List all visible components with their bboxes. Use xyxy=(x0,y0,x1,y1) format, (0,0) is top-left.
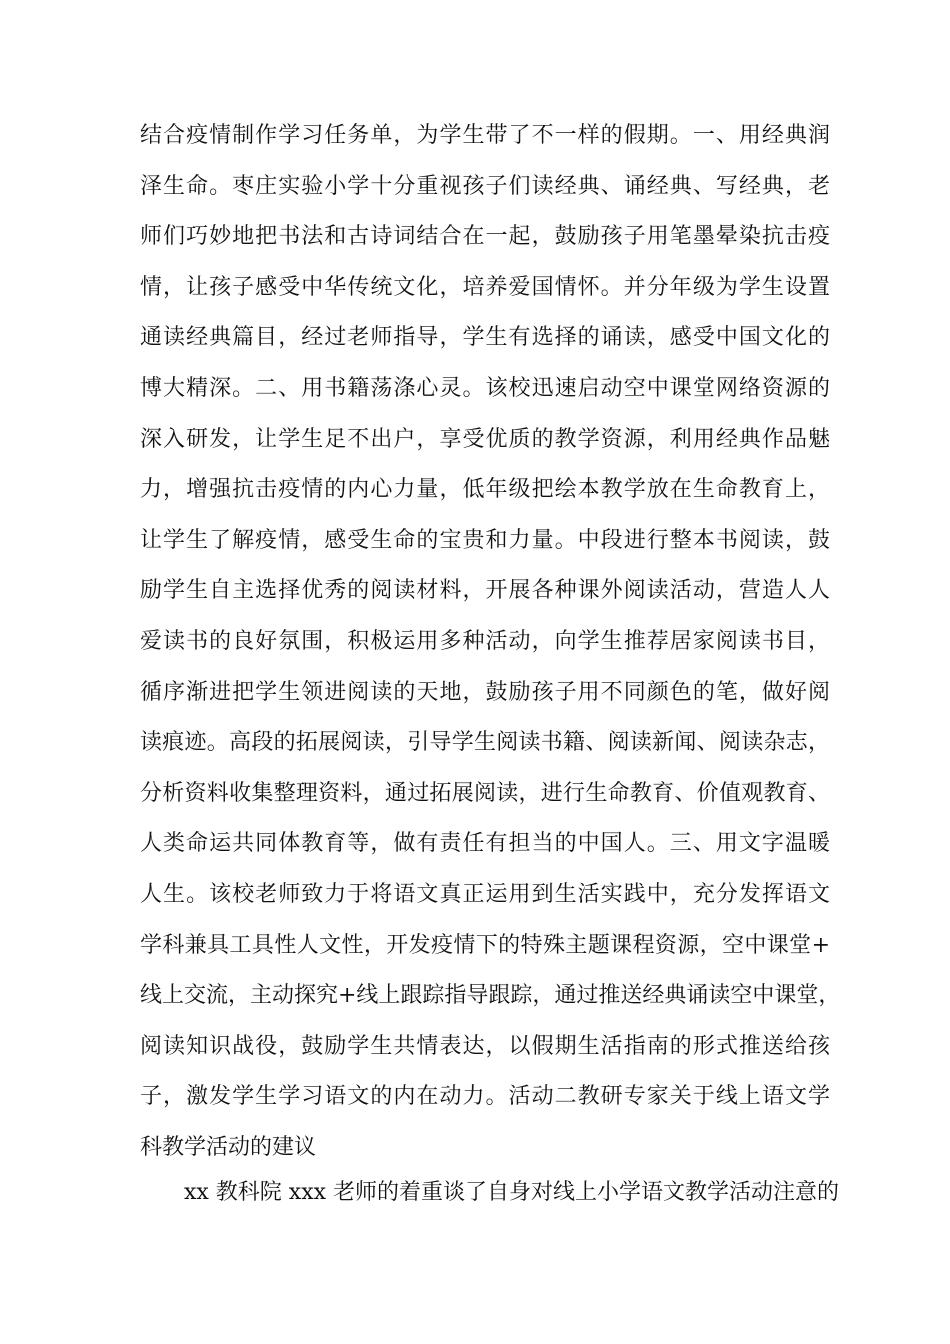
text-line: 通读经典篇目，经过老师指导，学生有选择的诵读，感受中国文化的 xyxy=(140,325,830,351)
text-line: 阅读知识战役，鼓励学生共情表达，以假期生活指南的形式推送给孩 xyxy=(140,1033,830,1059)
text-line: 深入研发，让学生足不出户，享受优质的教学资源，利用经典作品魅 xyxy=(140,426,830,452)
text-line: 线上交流，主动探究+线上跟踪指导跟踪，通过推送经典诵读空中课堂， xyxy=(140,983,841,1009)
text-line: xx 教科院 xxx 老师的着重谈了自身对线上小学语文教学活动注意的 xyxy=(184,1180,840,1205)
text-line: 结合疫情制作学习任务单，为学生带了不一样的假期。一、用经典润 xyxy=(140,123,830,148)
text-line: 情，让孩子感受中华传统文化，培养爱国情怀。并分年级为学生设置 xyxy=(140,274,830,300)
text-line: 励学生自主选择优秀的阅读材料，开展各种课外阅读活动，营造人人 xyxy=(140,578,830,604)
body-paragraph xyxy=(140,111,841,1173)
text-line: 师们巧妙地把书法和古诗词结合在一起，鼓励孩子用笔墨晕染抗击疫 xyxy=(140,224,830,250)
text-line: 子，激发学生学习语文的内在动力。活动二教研专家关于线上语文学 xyxy=(140,1084,830,1110)
text-line: 学科兼具工具性人文性，开发疫情下的特殊主题课程资源，空中课堂+ xyxy=(140,932,830,958)
text-line: 力，增强抗击疫情的内心力量，低年级把绘本教学放在生命教育上， xyxy=(140,477,830,503)
text-line: 科教学活动的建议 xyxy=(140,1134,317,1160)
text-line: 爱读书的良好氛围，积极运用多种活动，向学生推荐居家阅读书目， xyxy=(140,628,830,654)
text-line: 让学生了解疫情，感受生命的宝贵和力量。中段进行整本书阅读，鼓 xyxy=(140,527,830,553)
text-line: 泽生命。枣庄实验小学十分重视孩子们读经典、诵经典、写经典，老 xyxy=(140,173,830,199)
text-line: 人类命运共同体教育等，做有责任有担当的中国人。三、用文字温暖 xyxy=(140,831,830,857)
text-line: 循序渐进把学生领进阅读的天地，鼓励孩子用不同颜色的笔，做好阅 xyxy=(140,679,830,705)
text-line: 人生。该校老师致力于将语文真正运用到生活实践中，充分发挥语文 xyxy=(140,881,830,907)
body-paragraph xyxy=(140,1168,840,1219)
text-line: 分析资料收集整理资料，通过拓展阅读，进行生命教育、价值观教育、 xyxy=(140,780,830,806)
text-line: 博大精深。二、用书籍荡涤心灵。该校迅速启动空中课堂网络资源的 xyxy=(140,375,830,401)
text-line: 读痕迹。高段的拓展阅读，引导学生阅读书籍、阅读新闻、阅读杂志， xyxy=(140,730,830,756)
